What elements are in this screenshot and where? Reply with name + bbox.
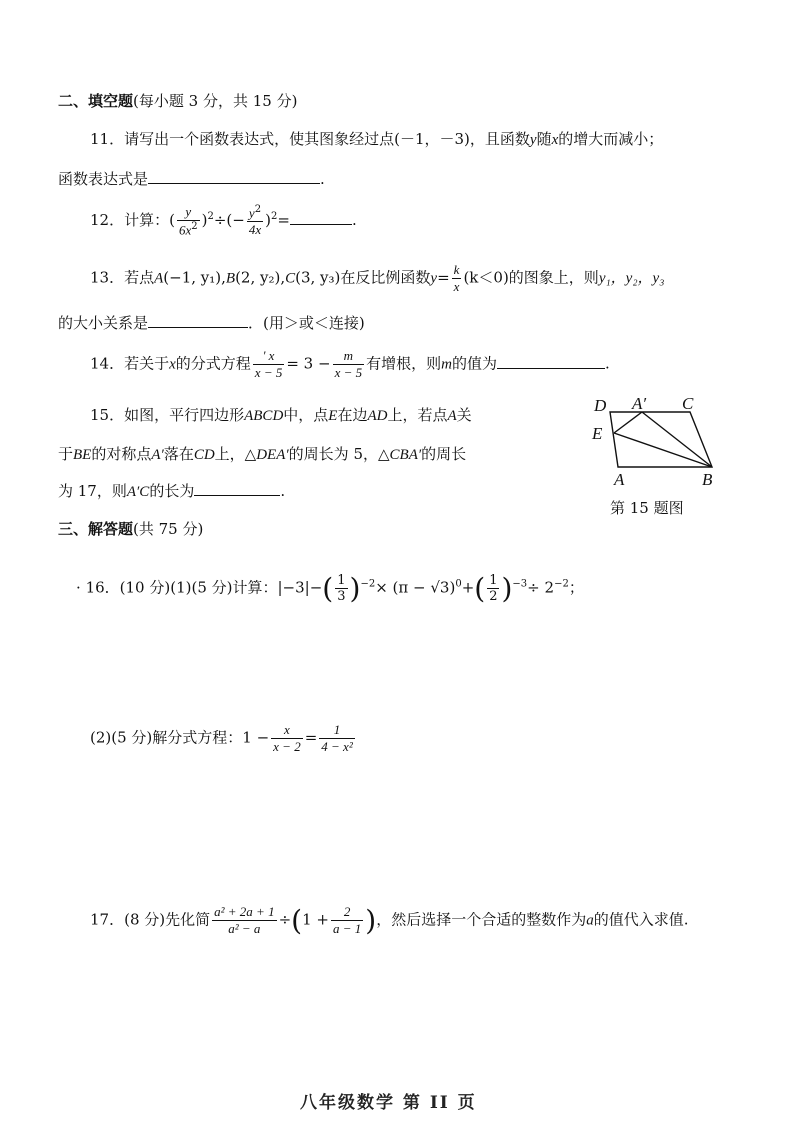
q16-score: (10 分)(1)(5 分)计算： (119, 578, 278, 597)
q15-be: BE (73, 447, 92, 463)
q12-frac1-den (177, 220, 200, 238)
q16-p2-frac1-den: x − 2 (273, 739, 301, 754)
q13-point-a: A (154, 270, 164, 287)
q12-frac1 (177, 204, 200, 238)
q15-abcd: ABCD (244, 408, 284, 424)
q11-number: 11． (90, 130, 125, 148)
q14-frac2-den: x − 5 (334, 365, 363, 380)
q13-pc-coord: (3, y₃) (295, 268, 341, 287)
q12-frac1-den-sup: 2 (191, 221, 198, 232)
label-c: C (682, 395, 694, 413)
q17-score: (8 分)先化简 (124, 910, 211, 929)
q13-point-b: B (225, 270, 236, 287)
q16-frac2-num: 1 (489, 573, 498, 588)
q12-close1: ) (201, 211, 208, 230)
q13-line2: 的大小关系是 (58, 314, 149, 332)
q16-paren-close-1: ) (349, 572, 361, 605)
q11-line2-end: . (320, 170, 325, 188)
q15-e: E (328, 408, 338, 424)
q17-one-plus: 1 + (302, 910, 329, 929)
section3-title: 三、解答题 (58, 520, 134, 538)
q13-text-b: 在反比例函数 (340, 268, 431, 287)
q13-answer-blank[interactable] (148, 313, 248, 328)
q17-number: 17． (90, 910, 125, 929)
q13-frac-num: k (453, 262, 460, 277)
q16-times: × (π − √3) (375, 578, 456, 597)
question-16-part1 (76, 572, 584, 605)
q12-frac2 (247, 204, 263, 238)
q13-point-c: C (285, 270, 296, 287)
q12-frac2-num-text: y (248, 205, 255, 221)
q15-a-prime: A′ (151, 447, 164, 463)
q14-answer-blank[interactable] (497, 354, 605, 369)
q12-eq: = (277, 211, 290, 230)
question-15-line3 (58, 480, 285, 501)
q16-p2-frac2-num: 1 (333, 722, 341, 737)
q15-cd: CD (193, 447, 215, 463)
q12-frac2-den: 4x (248, 222, 262, 238)
q16-paren-open-1: ( (322, 572, 334, 605)
q13-number: 13． (90, 268, 125, 287)
q12-frac1-den-text: 6x (178, 222, 192, 238)
q15-cba: CBA′ (389, 447, 422, 463)
q11-line2: 函数表达式是 (58, 170, 149, 188)
q14-text-a: 若关于 (124, 354, 170, 373)
q14-frac2-num: m (343, 348, 354, 363)
section3-note: (共 75 分) (133, 520, 204, 538)
q16-p2-one: 1 − (242, 728, 270, 747)
q17-frac2 (331, 904, 363, 937)
q17-frac1 (212, 904, 276, 937)
q15-ad: AD (367, 408, 388, 424)
section2-heading (58, 90, 297, 111)
question-15-line2 (58, 443, 466, 464)
q17-frac2-num: 2 (343, 904, 351, 919)
q14-text-d: 的值为 (451, 354, 497, 373)
q17-text-end: 的值代入求值. (593, 910, 689, 929)
label-e: E (592, 424, 603, 443)
q17-div: ÷ (278, 910, 292, 929)
q13-pb-coord: (2, y₂), (235, 268, 286, 287)
q15-line2d: 上，△ (214, 445, 257, 463)
q12-pow2: 2 (270, 211, 278, 223)
label-a-prime: A′ (632, 395, 647, 413)
q13-text-c: 的图象上，则 (508, 268, 599, 287)
question-12 (90, 204, 357, 238)
section2-title: 二、填空题 (58, 92, 134, 110)
q12-close2: ) (265, 211, 271, 230)
q14-frac1-num: ' x (262, 348, 275, 363)
q13-eq: = (437, 268, 450, 287)
segment-ea-prime (614, 412, 642, 433)
q16-pow3: −2 (554, 578, 569, 590)
question-13-line1 (90, 262, 664, 295)
q16-div: ÷ 2 (527, 578, 555, 597)
q17-frac2-den: a − 1 (332, 921, 362, 936)
q17-paren-close: ) (365, 904, 377, 937)
q15-dea: DEA′ (256, 447, 289, 463)
label-d: D (594, 396, 607, 415)
q15-line2a: 于 (58, 445, 74, 463)
q17-frac1-den: a² − a (212, 920, 276, 937)
q17-frac1-num: a² + 2a + 1 (214, 904, 275, 919)
q17-var-a: a (586, 912, 594, 929)
q14-text-c: 有增根，则 (366, 354, 442, 373)
q15-line3a: 为 17，则 (58, 482, 127, 500)
q15-line3b: 的长为 (149, 482, 195, 500)
q15-line2c: 落在 (163, 445, 194, 463)
q16-paren-open-2: ( (474, 572, 486, 605)
q15-line3-end: . (280, 482, 286, 500)
q15-ac: A′C (126, 484, 150, 500)
q15-line2e: 的周长为 5，△ (288, 445, 390, 463)
question-11-line1 (90, 128, 663, 149)
q15-line1c: 在边 (337, 406, 368, 424)
q16-frac1-den: 3 (337, 589, 346, 604)
q14-text-b: 的分式方程 (175, 354, 251, 373)
parallelogram-abcd (610, 412, 712, 467)
q17-paren-open: ( (291, 904, 303, 937)
q13-ys: y₁，y₂，y₃ (598, 270, 665, 287)
q16-number: 16． (85, 578, 120, 597)
q15-line1b: 中，点 (283, 406, 329, 424)
segment-eb (614, 433, 712, 467)
q13-line2-end: ．(用＞或＜连接) (248, 314, 365, 332)
q15-line1e: 关 (456, 406, 472, 424)
q16-plus: + (461, 578, 475, 597)
section3-heading (58, 518, 203, 539)
q12-op: ÷(− (213, 211, 245, 230)
question-11-line2 (58, 168, 325, 189)
q14-frac1 (253, 348, 285, 381)
q15-a: A (447, 408, 457, 424)
q16-abs: |−3| (277, 578, 310, 597)
q14-number: 14． (90, 354, 125, 373)
q13-frac (452, 262, 462, 295)
q14-var-m: m (441, 356, 452, 373)
q14-frac1-den: x − 5 (254, 365, 283, 380)
q16-p2-eq: = (304, 728, 318, 747)
q14-end: . (604, 354, 610, 373)
q12-number: 12． (90, 211, 125, 230)
q12-pow1: 2 (207, 211, 214, 223)
q11-text: 请写出一个函数表达式，使其图象经过点(－1，－3)，且函数 (124, 130, 530, 148)
q13-pa-coord: (−1, y₁), (163, 268, 226, 287)
q11-var-x: x (551, 132, 559, 148)
q16-part2: (2)(5 分)解分式方程： (90, 728, 243, 747)
q16-p2-frac1-num: x (284, 722, 290, 737)
q12-frac2-num (247, 204, 263, 221)
q16-frac1 (335, 573, 347, 604)
q16-p2-frac1 (271, 722, 303, 755)
q16-pow2: −3 (512, 578, 528, 590)
q16-bullet: · (76, 578, 81, 597)
q12-end: . (351, 211, 357, 230)
q13-frac-den: x (453, 279, 460, 294)
q15-figure (590, 395, 730, 490)
q16-pow1: −2 (360, 578, 376, 590)
q12-prefix: 计算：( (124, 211, 175, 230)
label-b: B (702, 470, 713, 489)
q15-answer-blank[interactable] (194, 481, 280, 496)
q16-pow0: 0 (455, 578, 462, 590)
q15-line1: 如图，平行四边形 (124, 406, 245, 424)
q15-line2b: 的对称点 (91, 445, 152, 463)
question-17 (90, 904, 689, 937)
q16-frac1-num: 1 (337, 573, 346, 588)
q12-frac2-num-sup: 2 (254, 204, 262, 215)
question-13-line2 (58, 312, 365, 333)
q15-line1d: 上，若点 (387, 406, 448, 424)
q12-frac1-num: y (185, 204, 192, 219)
q17-text: ，然后选择一个合适的整数作为 (376, 910, 587, 929)
q14-frac2 (333, 348, 365, 381)
q16-minus: − (309, 578, 323, 597)
q11-mid: 随 (536, 130, 552, 148)
question-14 (90, 348, 610, 381)
q11-end: 的增大而减小； (558, 130, 664, 148)
q16-frac2 (487, 573, 499, 604)
q16-paren-close-2: ) (501, 572, 513, 605)
q13-func-y: y (430, 270, 438, 287)
q15-figure-caption: 第 15 题图 (610, 499, 684, 517)
q16-p2-frac2-den: 4 − x² (321, 739, 353, 754)
q16-p2-frac2 (319, 722, 354, 755)
q15-number: 15． (90, 406, 125, 424)
q14-mid: = 3 − (286, 354, 331, 373)
q13-cond: (k＜0) (463, 268, 509, 287)
q16-frac2-den: 2 (489, 589, 498, 604)
q11-answer-blank[interactable] (148, 169, 320, 184)
q11-var-y: y (529, 132, 537, 148)
section2-note: (每小题 3 分，共 15 分) (133, 92, 298, 110)
q14-var-x: x (169, 356, 176, 373)
q15-line2f: 的周长 (421, 445, 467, 463)
page-footer: 八年级数学 第 II 页 (300, 1093, 477, 1113)
q13-text-a: 若点 (124, 268, 155, 287)
question-16-part2 (90, 722, 357, 755)
label-a: A (614, 470, 625, 489)
q16-end: ； (568, 578, 584, 597)
question-15-line1 (90, 404, 472, 425)
q12-answer-blank[interactable] (290, 210, 352, 225)
